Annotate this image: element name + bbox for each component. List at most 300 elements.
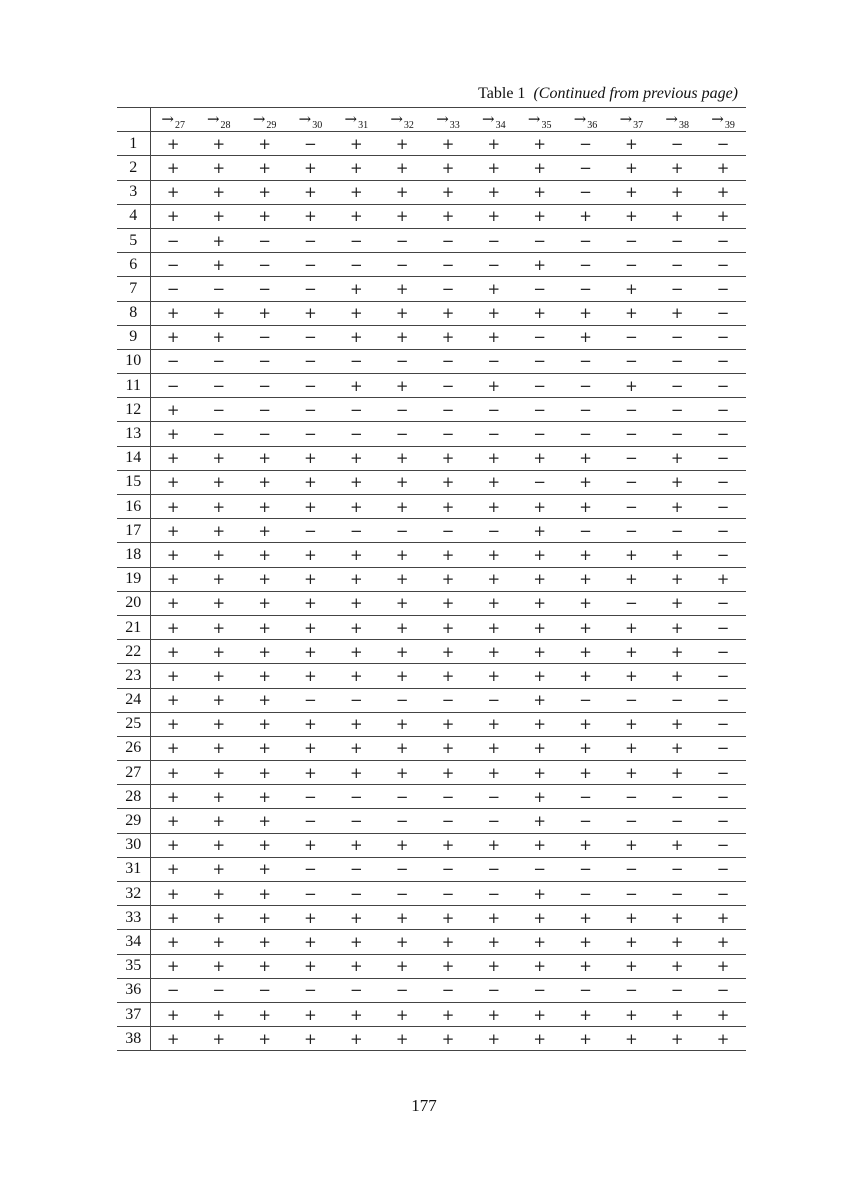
table-cell: + bbox=[425, 712, 471, 736]
table-cell: + bbox=[150, 422, 196, 446]
table-cell: + bbox=[379, 615, 425, 639]
table-cell: − bbox=[563, 132, 609, 156]
table-cell: − bbox=[654, 277, 700, 301]
table-cell: + bbox=[379, 446, 425, 470]
table-cell: + bbox=[196, 446, 242, 470]
table-cell: + bbox=[333, 301, 379, 325]
arrow-symbol: → bbox=[436, 110, 449, 129]
column-header bbox=[425, 108, 471, 132]
table-cell: + bbox=[196, 325, 242, 349]
table-cell: + bbox=[654, 736, 700, 760]
table-cell: + bbox=[288, 567, 334, 591]
table-cell: + bbox=[288, 204, 334, 228]
table-cell: − bbox=[654, 398, 700, 422]
table-cell: − bbox=[333, 398, 379, 422]
table-cell: − bbox=[700, 761, 746, 785]
table-cell: + bbox=[471, 591, 517, 615]
row-label: 20 bbox=[117, 591, 150, 615]
table-cell: + bbox=[242, 204, 288, 228]
table-cell: − bbox=[333, 519, 379, 543]
table-cell: + bbox=[150, 156, 196, 180]
table-cell: + bbox=[288, 1002, 334, 1026]
table-cell: + bbox=[608, 954, 654, 978]
table-cell: + bbox=[379, 156, 425, 180]
table-cell: + bbox=[379, 374, 425, 398]
table-cell: + bbox=[242, 180, 288, 204]
table-cell: − bbox=[654, 857, 700, 881]
table-cell: + bbox=[196, 301, 242, 325]
table-cell: − bbox=[700, 132, 746, 156]
table-cell: + bbox=[700, 1002, 746, 1026]
table-cell: + bbox=[517, 543, 563, 567]
table-cell: − bbox=[196, 978, 242, 1002]
table-cell: + bbox=[196, 857, 242, 881]
table-cell: + bbox=[654, 930, 700, 954]
table-cell: + bbox=[517, 664, 563, 688]
table-cell: − bbox=[654, 253, 700, 277]
table-cell: + bbox=[654, 712, 700, 736]
table-cell: + bbox=[196, 809, 242, 833]
table-cell: − bbox=[700, 495, 746, 519]
table-cell: + bbox=[288, 301, 334, 325]
table-cell: + bbox=[150, 591, 196, 615]
table-cell: + bbox=[425, 470, 471, 494]
table-cell: + bbox=[333, 204, 379, 228]
table-cell: − bbox=[333, 253, 379, 277]
table-cell: + bbox=[196, 132, 242, 156]
table-cell: − bbox=[288, 277, 334, 301]
table-cell: + bbox=[196, 591, 242, 615]
table-cell: + bbox=[700, 204, 746, 228]
table-cell: + bbox=[379, 204, 425, 228]
column-index: 33 bbox=[449, 120, 460, 132]
table-cell: + bbox=[150, 736, 196, 760]
row-label: 23 bbox=[117, 664, 150, 688]
table-cell: + bbox=[196, 712, 242, 736]
table-cell: − bbox=[196, 277, 242, 301]
row-label: 4 bbox=[117, 204, 150, 228]
arrow-symbol: → bbox=[344, 110, 358, 129]
table-cell: − bbox=[517, 374, 563, 398]
table-row bbox=[117, 785, 746, 809]
table-cell: + bbox=[242, 519, 288, 543]
table-cell: + bbox=[517, 906, 563, 930]
table-cell: − bbox=[288, 785, 334, 809]
table-row bbox=[117, 1002, 746, 1026]
table-cell: − bbox=[608, 978, 654, 1002]
row-label: 37 bbox=[117, 1002, 150, 1026]
table-cell: + bbox=[288, 1027, 334, 1051]
table-cell: + bbox=[288, 833, 334, 857]
table-cell: + bbox=[333, 930, 379, 954]
table-cell: + bbox=[517, 833, 563, 857]
table-cell: + bbox=[471, 132, 517, 156]
table-cell: − bbox=[288, 519, 334, 543]
table-cell: − bbox=[700, 785, 746, 809]
column-index: 39 bbox=[724, 120, 735, 132]
table-cell: + bbox=[288, 470, 334, 494]
table-cell: − bbox=[654, 325, 700, 349]
table-cell: + bbox=[150, 615, 196, 639]
table-cell: − bbox=[425, 519, 471, 543]
table-cell: + bbox=[242, 1027, 288, 1051]
table-cell: − bbox=[288, 228, 334, 252]
table-row bbox=[117, 301, 746, 325]
table-cell: − bbox=[700, 736, 746, 760]
table-cell: + bbox=[150, 640, 196, 664]
arrow-symbol: → bbox=[390, 110, 403, 129]
table-cell: + bbox=[517, 761, 563, 785]
table-cell: + bbox=[288, 543, 334, 567]
table-cell: − bbox=[517, 398, 563, 422]
table-cell: + bbox=[379, 833, 425, 857]
table-cell: + bbox=[471, 615, 517, 639]
table-cell: + bbox=[608, 906, 654, 930]
table-cell: + bbox=[196, 954, 242, 978]
table-cell: + bbox=[654, 640, 700, 664]
table-cell: + bbox=[379, 906, 425, 930]
table-row bbox=[117, 930, 746, 954]
table-cell: − bbox=[471, 882, 517, 906]
table-cell: + bbox=[654, 664, 700, 688]
table-cell: − bbox=[700, 591, 746, 615]
table-cell: + bbox=[425, 156, 471, 180]
table-cell: + bbox=[654, 906, 700, 930]
arrow-symbol: → bbox=[206, 110, 220, 129]
table-cell: + bbox=[242, 470, 288, 494]
table-cell: + bbox=[425, 591, 471, 615]
table-cell: + bbox=[517, 688, 563, 712]
table-cell: + bbox=[242, 132, 288, 156]
table-cell: + bbox=[700, 1027, 746, 1051]
table-cell: + bbox=[563, 325, 609, 349]
table-cell: + bbox=[242, 954, 288, 978]
table-cell: + bbox=[425, 833, 471, 857]
table-row bbox=[117, 495, 746, 519]
table-cell: − bbox=[425, 398, 471, 422]
column-header bbox=[471, 108, 517, 132]
table-row bbox=[117, 809, 746, 833]
table-cell: + bbox=[563, 736, 609, 760]
table-cell: − bbox=[379, 857, 425, 881]
table-cell: + bbox=[517, 591, 563, 615]
table-cell: + bbox=[379, 301, 425, 325]
table-cell: + bbox=[425, 906, 471, 930]
table-cell: + bbox=[379, 1002, 425, 1026]
table-cell: + bbox=[563, 833, 609, 857]
table-cell: − bbox=[471, 519, 517, 543]
table-cell: − bbox=[471, 809, 517, 833]
table-cell: − bbox=[379, 349, 425, 373]
table-cell: + bbox=[196, 543, 242, 567]
table-cell: + bbox=[242, 785, 288, 809]
table-cell: − bbox=[288, 422, 334, 446]
table-cell: + bbox=[471, 156, 517, 180]
table-cell: − bbox=[608, 398, 654, 422]
table-cell: − bbox=[471, 349, 517, 373]
table-cell: + bbox=[379, 736, 425, 760]
table-cell: − bbox=[471, 253, 517, 277]
table-cell: + bbox=[242, 857, 288, 881]
table-cell: − bbox=[425, 978, 471, 1002]
table-cell: + bbox=[333, 712, 379, 736]
table-cell: + bbox=[425, 736, 471, 760]
table-cell: + bbox=[563, 567, 609, 591]
table-cell: + bbox=[333, 833, 379, 857]
row-label: 27 bbox=[117, 761, 150, 785]
table-cell: − bbox=[379, 228, 425, 252]
row-label: 34 bbox=[117, 930, 150, 954]
table-cell: + bbox=[379, 470, 425, 494]
column-header bbox=[608, 108, 654, 132]
table-cell: − bbox=[563, 374, 609, 398]
table-row bbox=[117, 228, 746, 252]
column-header bbox=[150, 108, 196, 132]
table-cell: + bbox=[150, 1027, 196, 1051]
table-cell: + bbox=[333, 543, 379, 567]
table-cell: + bbox=[150, 954, 196, 978]
table-cell: + bbox=[608, 761, 654, 785]
table-cell: − bbox=[425, 277, 471, 301]
table-cell: + bbox=[379, 277, 425, 301]
table-cell: + bbox=[608, 664, 654, 688]
row-label: 36 bbox=[117, 978, 150, 1002]
table-row bbox=[117, 204, 746, 228]
table-cell: + bbox=[333, 664, 379, 688]
table-cell: + bbox=[517, 1002, 563, 1026]
table-row bbox=[117, 954, 746, 978]
table-cell: + bbox=[517, 495, 563, 519]
table-cell: − bbox=[150, 253, 196, 277]
table-row bbox=[117, 422, 746, 446]
table-cell: − bbox=[700, 349, 746, 373]
table-cell: − bbox=[242, 398, 288, 422]
table-cell: − bbox=[196, 422, 242, 446]
table-cell: + bbox=[608, 712, 654, 736]
table-cell: − bbox=[379, 882, 425, 906]
table-cell: + bbox=[333, 954, 379, 978]
table-cell: + bbox=[654, 180, 700, 204]
table-cell: + bbox=[196, 228, 242, 252]
table-cell: + bbox=[517, 785, 563, 809]
corner-cell bbox=[117, 108, 150, 132]
table-cell: − bbox=[700, 712, 746, 736]
table-cell: + bbox=[333, 132, 379, 156]
table-cell: − bbox=[288, 349, 334, 373]
table-cell: + bbox=[608, 301, 654, 325]
table-cell: − bbox=[471, 688, 517, 712]
table-cell: + bbox=[150, 519, 196, 543]
table-cell: + bbox=[242, 809, 288, 833]
column-index: 29 bbox=[266, 120, 277, 132]
table-cell: + bbox=[700, 906, 746, 930]
table-cell: + bbox=[471, 736, 517, 760]
table-cell: + bbox=[471, 833, 517, 857]
table-cell: + bbox=[333, 591, 379, 615]
row-label: 38 bbox=[117, 1027, 150, 1051]
table-cell: − bbox=[150, 374, 196, 398]
column-header bbox=[379, 108, 425, 132]
table-cell: − bbox=[471, 398, 517, 422]
table-cell: + bbox=[150, 543, 196, 567]
table-cell: − bbox=[333, 422, 379, 446]
table-cell: + bbox=[242, 640, 288, 664]
table-cell: − bbox=[700, 325, 746, 349]
table-cell: − bbox=[288, 809, 334, 833]
table-cell: + bbox=[196, 156, 242, 180]
table-row bbox=[117, 640, 746, 664]
table-cell: + bbox=[379, 712, 425, 736]
table-cell: − bbox=[379, 978, 425, 1002]
table-cell: + bbox=[333, 470, 379, 494]
table-row bbox=[117, 761, 746, 785]
arrow-symbol: → bbox=[161, 110, 174, 129]
row-label: 8 bbox=[117, 301, 150, 325]
arrow-symbol: → bbox=[665, 110, 678, 129]
row-label: 3 bbox=[117, 180, 150, 204]
table-cell: + bbox=[608, 277, 654, 301]
table-cell: + bbox=[288, 712, 334, 736]
table-row bbox=[117, 132, 746, 156]
table-cell: + bbox=[563, 906, 609, 930]
table-row bbox=[117, 156, 746, 180]
table-cell: + bbox=[471, 761, 517, 785]
table-cell: − bbox=[379, 785, 425, 809]
table-cell: + bbox=[425, 640, 471, 664]
table-cell: + bbox=[608, 615, 654, 639]
table-cell: + bbox=[608, 180, 654, 204]
table-cell: + bbox=[425, 1002, 471, 1026]
table-cell: + bbox=[517, 180, 563, 204]
table-cell: − bbox=[563, 857, 609, 881]
table-cell: + bbox=[654, 954, 700, 978]
table-cell: + bbox=[563, 640, 609, 664]
table-row bbox=[117, 833, 746, 857]
table-cell: + bbox=[150, 882, 196, 906]
column-header bbox=[654, 108, 700, 132]
table-cell: − bbox=[379, 253, 425, 277]
table-cell: − bbox=[608, 253, 654, 277]
table-cell: − bbox=[563, 519, 609, 543]
table-cell: + bbox=[471, 906, 517, 930]
table-cell: + bbox=[379, 325, 425, 349]
table-cell: + bbox=[150, 470, 196, 494]
table-cell: − bbox=[654, 132, 700, 156]
table-cell: + bbox=[563, 930, 609, 954]
table-cell: + bbox=[196, 785, 242, 809]
table-row bbox=[117, 591, 746, 615]
table-cell: + bbox=[196, 253, 242, 277]
table-cell: − bbox=[150, 228, 196, 252]
table-cell: + bbox=[150, 761, 196, 785]
table-cell: − bbox=[517, 277, 563, 301]
table-cell: − bbox=[608, 228, 654, 252]
table-cell: − bbox=[700, 301, 746, 325]
table-cell: + bbox=[196, 761, 242, 785]
table-cell: + bbox=[471, 325, 517, 349]
table-cell: − bbox=[379, 398, 425, 422]
table-cell: + bbox=[242, 446, 288, 470]
table-cell: + bbox=[288, 664, 334, 688]
table-cell: − bbox=[379, 809, 425, 833]
table-cell: − bbox=[288, 978, 334, 1002]
arrow-symbol: → bbox=[573, 110, 587, 129]
row-label: 31 bbox=[117, 857, 150, 881]
table-cell: − bbox=[425, 374, 471, 398]
table-cell: + bbox=[608, 567, 654, 591]
table-row bbox=[117, 1027, 746, 1051]
table-cell: + bbox=[608, 543, 654, 567]
row-label: 24 bbox=[117, 688, 150, 712]
table-cell: − bbox=[471, 978, 517, 1002]
table-cell: + bbox=[379, 640, 425, 664]
table-cell: + bbox=[471, 640, 517, 664]
row-label: 35 bbox=[117, 954, 150, 978]
table-cell: + bbox=[563, 446, 609, 470]
table-cell: − bbox=[700, 253, 746, 277]
table-cell: + bbox=[196, 1027, 242, 1051]
table-cell: + bbox=[333, 567, 379, 591]
row-label: 32 bbox=[117, 882, 150, 906]
table-cell: − bbox=[196, 398, 242, 422]
table-cell: + bbox=[333, 640, 379, 664]
arrow-symbol: → bbox=[252, 110, 266, 129]
table-cell: + bbox=[471, 954, 517, 978]
table-cell: + bbox=[471, 664, 517, 688]
table-cell: − bbox=[700, 446, 746, 470]
table-cell: + bbox=[196, 567, 242, 591]
table-cell: + bbox=[150, 809, 196, 833]
table-cell: − bbox=[471, 422, 517, 446]
table-cell: + bbox=[471, 567, 517, 591]
table-cell: + bbox=[517, 253, 563, 277]
table-cell: + bbox=[563, 1027, 609, 1051]
table-continuation-note: (Continued from previous page) bbox=[533, 85, 738, 102]
table-cell: − bbox=[654, 978, 700, 1002]
table-cell: + bbox=[654, 567, 700, 591]
arrow-symbol: → bbox=[527, 110, 541, 129]
table-cell: + bbox=[379, 664, 425, 688]
table-row bbox=[117, 470, 746, 494]
table-cell: + bbox=[196, 664, 242, 688]
row-label: 1 bbox=[117, 132, 150, 156]
table-cell: + bbox=[425, 495, 471, 519]
table-cell: + bbox=[150, 495, 196, 519]
column-index: 35 bbox=[541, 120, 552, 132]
table-cell: − bbox=[242, 253, 288, 277]
table-cell: + bbox=[196, 519, 242, 543]
table-cell: − bbox=[333, 882, 379, 906]
table-cell: + bbox=[425, 180, 471, 204]
table-row bbox=[117, 325, 746, 349]
column-index: 38 bbox=[678, 120, 689, 132]
table-cell: + bbox=[196, 930, 242, 954]
column-index: 32 bbox=[403, 120, 414, 132]
table-cell: + bbox=[288, 640, 334, 664]
table-cell: + bbox=[563, 664, 609, 688]
table-cell: − bbox=[333, 228, 379, 252]
table-cell: + bbox=[196, 495, 242, 519]
table-row bbox=[117, 567, 746, 591]
table-cell: − bbox=[242, 325, 288, 349]
row-label: 28 bbox=[117, 785, 150, 809]
table-cell: − bbox=[563, 688, 609, 712]
column-index: 27 bbox=[174, 120, 185, 132]
table-cell: + bbox=[471, 930, 517, 954]
table-cell: + bbox=[425, 1027, 471, 1051]
table-cell: − bbox=[333, 785, 379, 809]
row-label: 21 bbox=[117, 615, 150, 639]
